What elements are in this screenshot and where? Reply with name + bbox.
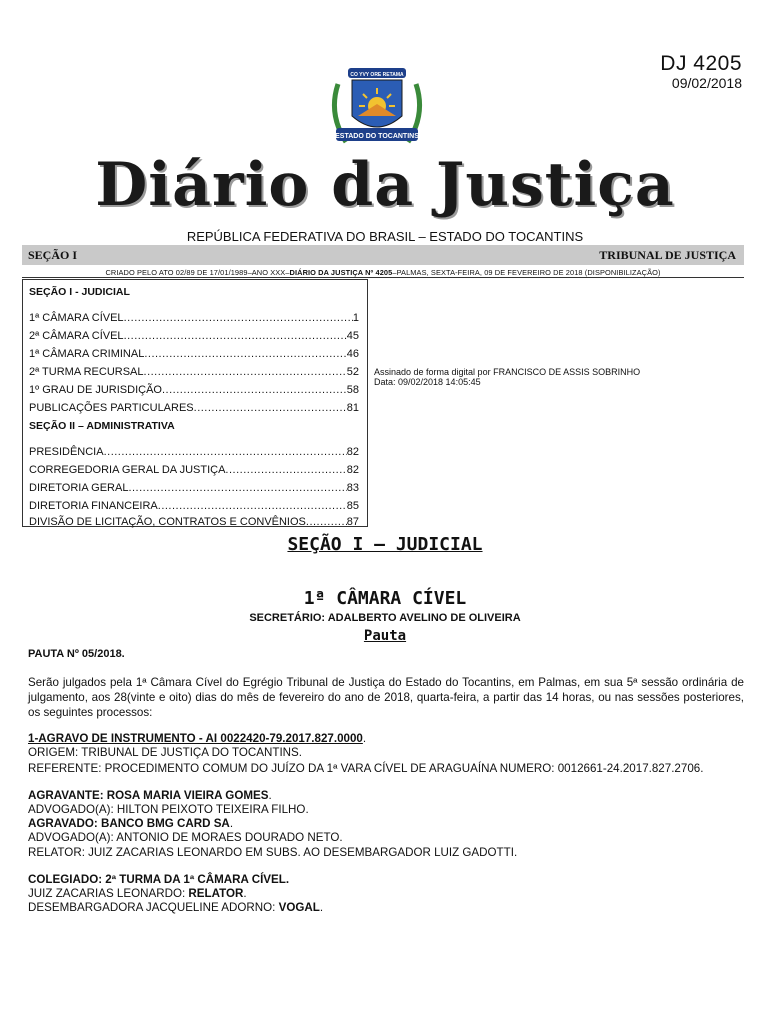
case-origin: ORIGEM: TRIBUNAL DE JUSTIÇA DO TOCANTINS. xyxy=(28,746,302,759)
secretary-line: SECRETÁRIO: ADALBERTO AVELINO DE OLIVEIRA xyxy=(249,612,521,624)
toc-row[interactable]: PRESIDÊNCIA ..... 82 xyxy=(29,444,359,458)
edition-number: DJ 4205 xyxy=(660,52,742,75)
intro-paragraph: Serão julgados pela 1ª Câmara Cível do Egrégio Tribunal de Justiça do Estado do Tocantins, em Palmas, em sua 5ª sessão ordinária de julgamento, aos 28(vinte e oito) dias do mês de fevereiro do ano de 2018, quarta-feira, a partir das 14 horas, ou nas sessões posteriores, os seguintes processos: xyxy=(28,676,744,719)
panel-member-2: DESEMBARGADORA JACQUELINE ADORNO: VOGAL. xyxy=(28,901,324,914)
pauta-number: PAUTA Nº 05/2018. xyxy=(28,648,125,660)
toc-row[interactable]: PUBLICAÇÕES PARTICULARES ..... 81 xyxy=(29,400,359,414)
pauta-heading: Pauta xyxy=(363,628,407,644)
republic-line: REPÚBLICA FEDERATIVA DO BRASIL – ESTADO DO TOCANTINS xyxy=(186,229,584,244)
svg-text:CO YVY ORE RETAMA: CO YVY ORE RETAMA xyxy=(350,72,404,78)
creation-line: CRIADO PELO ATO 02/89 DE 17/01/1989–ANO XXX–DIÁRIO DA JUSTIÇA Nº 4205–PALMAS, SEXTA-FEIRA, 09 DE FEVEREIRO DE 2018 (DISPONIBILIZAÇÃO) xyxy=(105,268,661,277)
edition-date: 09/02/2018 xyxy=(671,75,742,91)
panel-heading: COLEGIADO: 2ª TURMA DA 1ª CÂMARA CÍVEL. xyxy=(28,873,290,886)
section-label: SEÇÃO I xyxy=(28,248,78,262)
panel-member-1: JUIZ ZACARIAS LEONARDO: RELATOR. xyxy=(28,887,247,900)
table-of-contents xyxy=(22,279,368,527)
toc-row[interactable]: 1ª CÂMARA CRIMINAL ..... 46 xyxy=(29,346,359,360)
section-bar xyxy=(22,245,744,265)
toc-row[interactable]: DIRETORIA GERAL ..... 83 xyxy=(29,480,359,494)
case-rapporteur: RELATOR: JUIZ ZACARIAS LEONARDO EM SUBS. AO DESEMBARGADOR LUIZ GADOTTI. xyxy=(28,846,518,859)
toc-heading-admin: SEÇÃO II – ADMINISTRATIVA xyxy=(29,420,175,432)
toc-row[interactable]: 2ª TURMA RECURSAL ..... 52 xyxy=(29,364,359,378)
court-label: TRIBUNAL DE JUSTIÇA xyxy=(599,248,736,262)
header-rule xyxy=(22,277,744,278)
masthead-title: Diário da Justiça xyxy=(95,150,675,220)
toc-row[interactable]: CORREGEDORIA GERAL DA JUSTIÇA ..... 82 xyxy=(29,462,359,476)
case-appellee: AGRAVADO: BANCO BMG CARD SA. xyxy=(28,817,234,830)
section-title: SEÇÃO I – JUDICIAL xyxy=(287,534,483,555)
chamber-title: 1ª CÂMARA CÍVEL xyxy=(303,588,467,609)
toc-row[interactable]: 1ª CÂMARA CÍVEL ..... 1 xyxy=(29,310,359,324)
toc-row[interactable]: 2ª CÂMARA CÍVEL ..... 45 xyxy=(29,328,359,342)
case-title: 1-AGRAVO DE INSTRUMENTO - AI 0022420-79.2017.827.0000. xyxy=(28,732,367,745)
case-lawyer-2: ADVOGADO(A): ANTONIO DE MORAES DOURADO NETO. xyxy=(28,831,343,844)
case-appellant: AGRAVANTE: ROSA MARIA VIEIRA GOMES. xyxy=(28,789,272,802)
toc-row[interactable]: DIRETORIA FINANCEIRA ..... 85 xyxy=(29,498,359,512)
toc-heading-judicial: SEÇÃO I - JUDICIAL xyxy=(29,286,130,298)
digital-signature: Assinado de forma digital por FRANCISCO DE ASSIS SOBRINHO Data: 09/02/2018 14:05:45 xyxy=(374,367,641,387)
svg-text:ESTADO DO TOCANTINS: ESTADO DO TOCANTINS xyxy=(335,133,419,140)
case-reference: REFERENTE: PROCEDIMENTO COMUM DO JUÍZO DA 1ª VARA CÍVEL DE ARAGUAÍNA NUMERO: 0012661-24.2017.827.2706. xyxy=(28,762,704,775)
case-lawyer-1: ADVOGADO(A): HILTON PEIXOTO TEIXEIRA FILHO. xyxy=(28,803,309,816)
toc-row[interactable]: 1º GRAU DE JURISDIÇÃO ..... 58 xyxy=(29,382,359,396)
state-emblem-icon xyxy=(326,64,428,156)
toc-row[interactable]: DIVISÃO DE LICITAÇÃO, CONTRATOS E CONVÊNIOS ..... 87 xyxy=(29,514,359,528)
